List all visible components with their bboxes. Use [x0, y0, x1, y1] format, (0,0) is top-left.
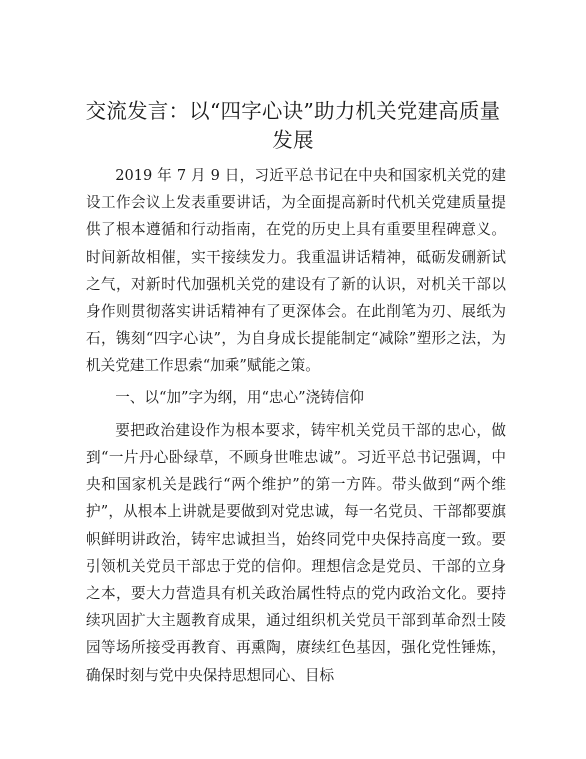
intro-paragraph: 2019 年 7 月 9 日，习近平总书记在中央和国家机关党的建设工作会议上发表重要讲话，为全面提高新时代机关党建质量提供了根本遵循和行动指南，在党的历史上具有重要里程碑意义。时间新故相催，实干接续发力。我重温讲话精神，砥砺发硎新试之气，对新时代加强机关党的建设有了新的认识，对机关干部以身作则贯彻落实讲话精神有了更深体会。在此削笔为刃、展纸为石，镌刻“四字心诀”，为自身成长提能制定“减除”塑形之法，为机关党建工作思索“加乘”赋能之策。	[86, 167, 506, 375]
document-title: 交流发言：以“四字心诀”助力机关党建高质量发展	[85, 99, 501, 152]
section-heading: 一、以“加”字为纲，用“忠心”浇铸信仰	[115, 388, 364, 406]
document-body	[86, 162, 506, 689]
section-paragraph: 要把政治建设作为根本要求，铸牢机关党员干部的忠心，做到“一片丹心卧绿草，不顾身世唯忠诚”。习近平总书记强调，中央和国家机关是践行“两个维护”的第一方阵。带头做到“两个维护”，从根本上讲就是要做到对党忠诚，每一名党员、干部都要旗帜鲜明讲政治，铸牢忠诚担当，始终同党中央保持高度一致。要引领机关党员干部忠于党的信仰。理想信念是党员、干部的立身之本，要大力营造具有机关政治属性特点的党内政治文化。要持续巩固扩大主题教育成果，通过组织机关党员干部到革命烈士陵园等场所接受再教育、再熏陶，赓续红色基因，强化党性锤炼，确保时刻与党中央保持思想同心、目标	[86, 421, 506, 684]
